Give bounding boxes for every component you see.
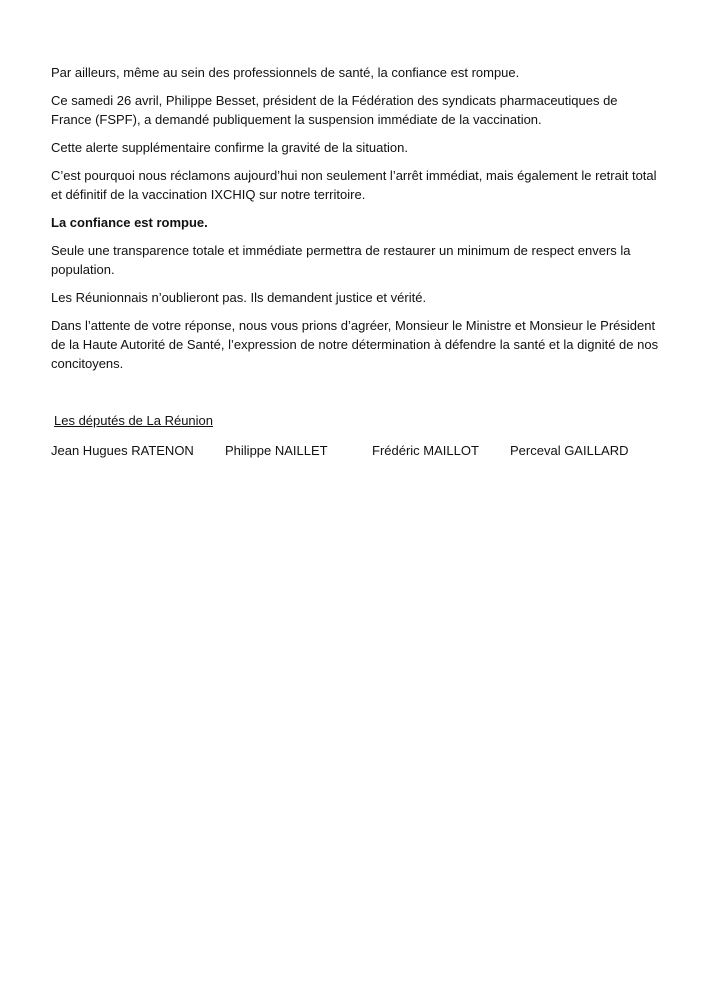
letter-body bbox=[51, 63, 661, 382]
paragraph: Ce samedi 26 avril, Philippe Besset, président de la Fédération des syndicats pharmaceutiques de France (FSPF), a demandé publiquement la suspension immédiate de la vaccination. bbox=[51, 93, 618, 127]
emphasis-paragraph: La confiance est rompue. bbox=[51, 215, 208, 230]
signatory-name: Jean Hugues RATENON bbox=[51, 443, 194, 458]
paragraph: C’est pourquoi nous réclamons aujourd’hui non seulement l’arrêt immédiat, mais également le retrait total et définitif de la vaccination IXCHIQ sur notre territoire. bbox=[51, 168, 657, 202]
paragraph: Seule une transparence totale et immédiate permettra de restaurer un minimum de respect envers la population. bbox=[51, 243, 631, 277]
signature-title: Les députés de La Réunion bbox=[54, 413, 214, 428]
signature-block bbox=[51, 411, 661, 460]
signatory-name: Perceval GAILLARD bbox=[510, 443, 629, 458]
closing-paragraph: Dans l’attente de votre réponse, nous vous prions d’agréer, Monsieur le Ministre et Monsieur le Président de la Haute Autorité de Santé, l’expression de notre détermination à défendre la santé et la dignité de nos concitoyens. bbox=[51, 318, 659, 371]
paragraph: Cette alerte supplémentaire confirme la gravité de la situation. bbox=[51, 140, 408, 155]
paragraph: Les Réunionnais n’oublieront pas. Ils demandent justice et vérité. bbox=[51, 290, 427, 305]
signatory-name: Frédéric MAILLOT bbox=[372, 443, 479, 458]
signatory-name: Philippe NAILLET bbox=[225, 443, 328, 458]
signature-names bbox=[51, 441, 661, 460]
paragraph: Par ailleurs, même au sein des professionnels de santé, la confiance est rompue. bbox=[51, 65, 520, 80]
